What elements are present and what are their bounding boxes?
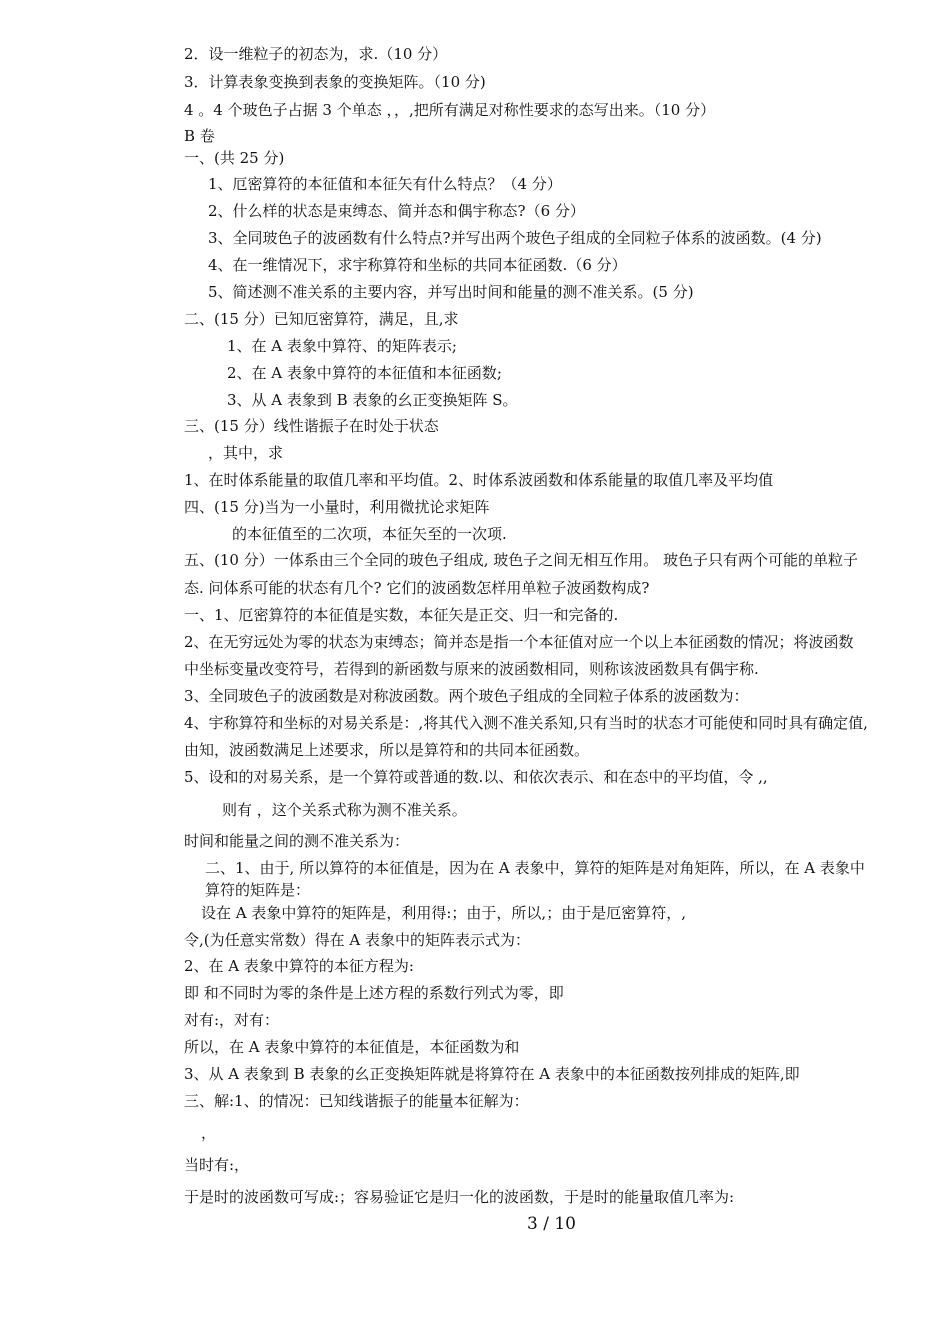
text-line: 一、1、厄密算符的本征值是实数，本征矢是正交、归一和完备的. — [184, 606, 619, 624]
text-line: 于是时的波函数可写成:；容易验证它是归一化的波函数，于是时的能量取值几率为: — [184, 1188, 735, 1206]
text-line: 5、简述测不准关系的主要内容，并写出时间和能量的测不准关系。(5 分) — [208, 283, 694, 301]
text-line: ， — [201, 1124, 217, 1142]
text-line: 三、(15 分）线性谐振子在时处于状态 — [184, 417, 439, 435]
text-line: 3、从 A 表象到 B 表象的幺正变换矩阵就是将算符在 A 表象中的本征函数按列排成的矩阵,即 — [184, 1065, 800, 1083]
section-heading: B 卷 — [184, 127, 215, 145]
text-line: 4、宇称算符和坐标的对易关系是：,将其代入测不准关系知,只有当时的状态才可能使和同时具有确定值, — [184, 714, 868, 732]
text-line: 2、在 A 表象中算符的本征值和本征函数; — [227, 364, 502, 382]
section-heading: 一、(共 25 分) — [184, 149, 285, 167]
text-line: 四、(15 分)当为一小量时，利用微扰论求矩阵 — [184, 498, 490, 516]
text-line: 2、在无穷远处为零的状态为束缚态；简并态是指一个本征值对应一个以上本征函数的情况；将波函数 — [184, 633, 854, 651]
text-line: 3．计算表象变换到表象的变换矩阵。（10 分) — [184, 73, 486, 91]
text-line: 2、什么样的状态是束缚态、简并态和偶宇称态?（6 分） — [208, 202, 585, 220]
text-line: 时间和能量之间的测不准关系为： — [184, 832, 410, 850]
text-line: 则有 ，这个关系式称为测不准关系。 — [222, 801, 467, 819]
text-line: 4、在一维情况下，求宇称算符和坐标的共同本征函数.（6 分） — [208, 256, 627, 274]
text-line: 2、在 A 表象中算符的本征方程为: — [184, 957, 414, 975]
text-line: 1、在时体系能量的取值几率和平均值。2、时体系波函数和体系能量的取值几率及平均值 — [184, 471, 774, 489]
text-line: 算符的矩阵是： — [205, 881, 311, 899]
text-line: 二、(15 分）已知厄密算符，满足，且,求 — [184, 310, 459, 328]
text-line: 中坐标变量改变符号，若得到的新函数与原来的波函数相同，则称该波函数具有偶宇称. — [184, 660, 759, 678]
text-line: 4 。4 个玻色子占据 3 个单态 ，，,把所有满足对称性要求的态写出来。（10 分） — [184, 101, 716, 119]
text-line: 5、设和的对易关系，是一个算符或普通的数.以、和依次表示、和在态中的平均值，令 ,, — [184, 768, 768, 786]
text-line: 的本征值至的二次项，本征矢至的一次项. — [232, 525, 507, 543]
text-line: ，其中，求 — [208, 444, 284, 462]
text-line: 设在 A 表象中算符的矩阵是，利用得:；由于，所以,；由于是厄密算符，, — [201, 904, 686, 922]
text-line: 2．设一维粒子的初态为，求.（10 分） — [184, 45, 448, 63]
text-line: 1、厄密算符的本征值和本征矢有什么特点？（4 分） — [208, 175, 562, 193]
page-number: 3 / 10 — [527, 1214, 576, 1234]
text-line: 对有:，对有： — [184, 1011, 280, 1029]
text-line: 由知，波函数满足上述要求，所以是算符和的共同本征函数。 — [184, 741, 590, 759]
text-line: 二、1、由于, 所以算符的本征值是，因为在 A 表象中，算符的矩阵是对角矩阵，所以，在 A 表象中 — [205, 859, 865, 877]
text-line: 令,(为任意实常数）得在 A 表象中的矩阵表示式为： — [184, 931, 530, 949]
text-line: 3、从 A 表象到 B 表象的幺正变换矩阵 S。 — [227, 391, 518, 409]
text-line: 五、(10 分）一体系由三个全同的玻色子组成, 玻色子之间无相互作用。 玻色子只有两个可能的单粒子 — [184, 551, 859, 569]
text-line: 三、解:1、的情况：已知线谐振子的能量本征解为： — [184, 1092, 529, 1110]
text-line: 当时有:， — [184, 1156, 250, 1174]
text-line: 3、全同玻色子的波函数是对称波函数。两个玻色子组成的全同粒子体系的波函数为： — [184, 687, 749, 705]
text-line: 所以，在 A 表象中算符的本征值是，本征函数为和 — [184, 1038, 520, 1056]
text-line: 态. 问体系可能的状态有几个? 它们的波函数怎样用单粒子波函数构成? — [184, 579, 650, 597]
text-line: 即 和不同时为零的条件是上述方程的系数行列式为零，即 — [184, 984, 564, 1002]
text-line: 1、在 A 表象中算符、的矩阵表示; — [227, 337, 457, 355]
text-line: 3、全同玻色子的波函数有什么特点?并写出两个玻色子组成的全同粒子体系的波函数。(4 分) — [208, 229, 822, 247]
